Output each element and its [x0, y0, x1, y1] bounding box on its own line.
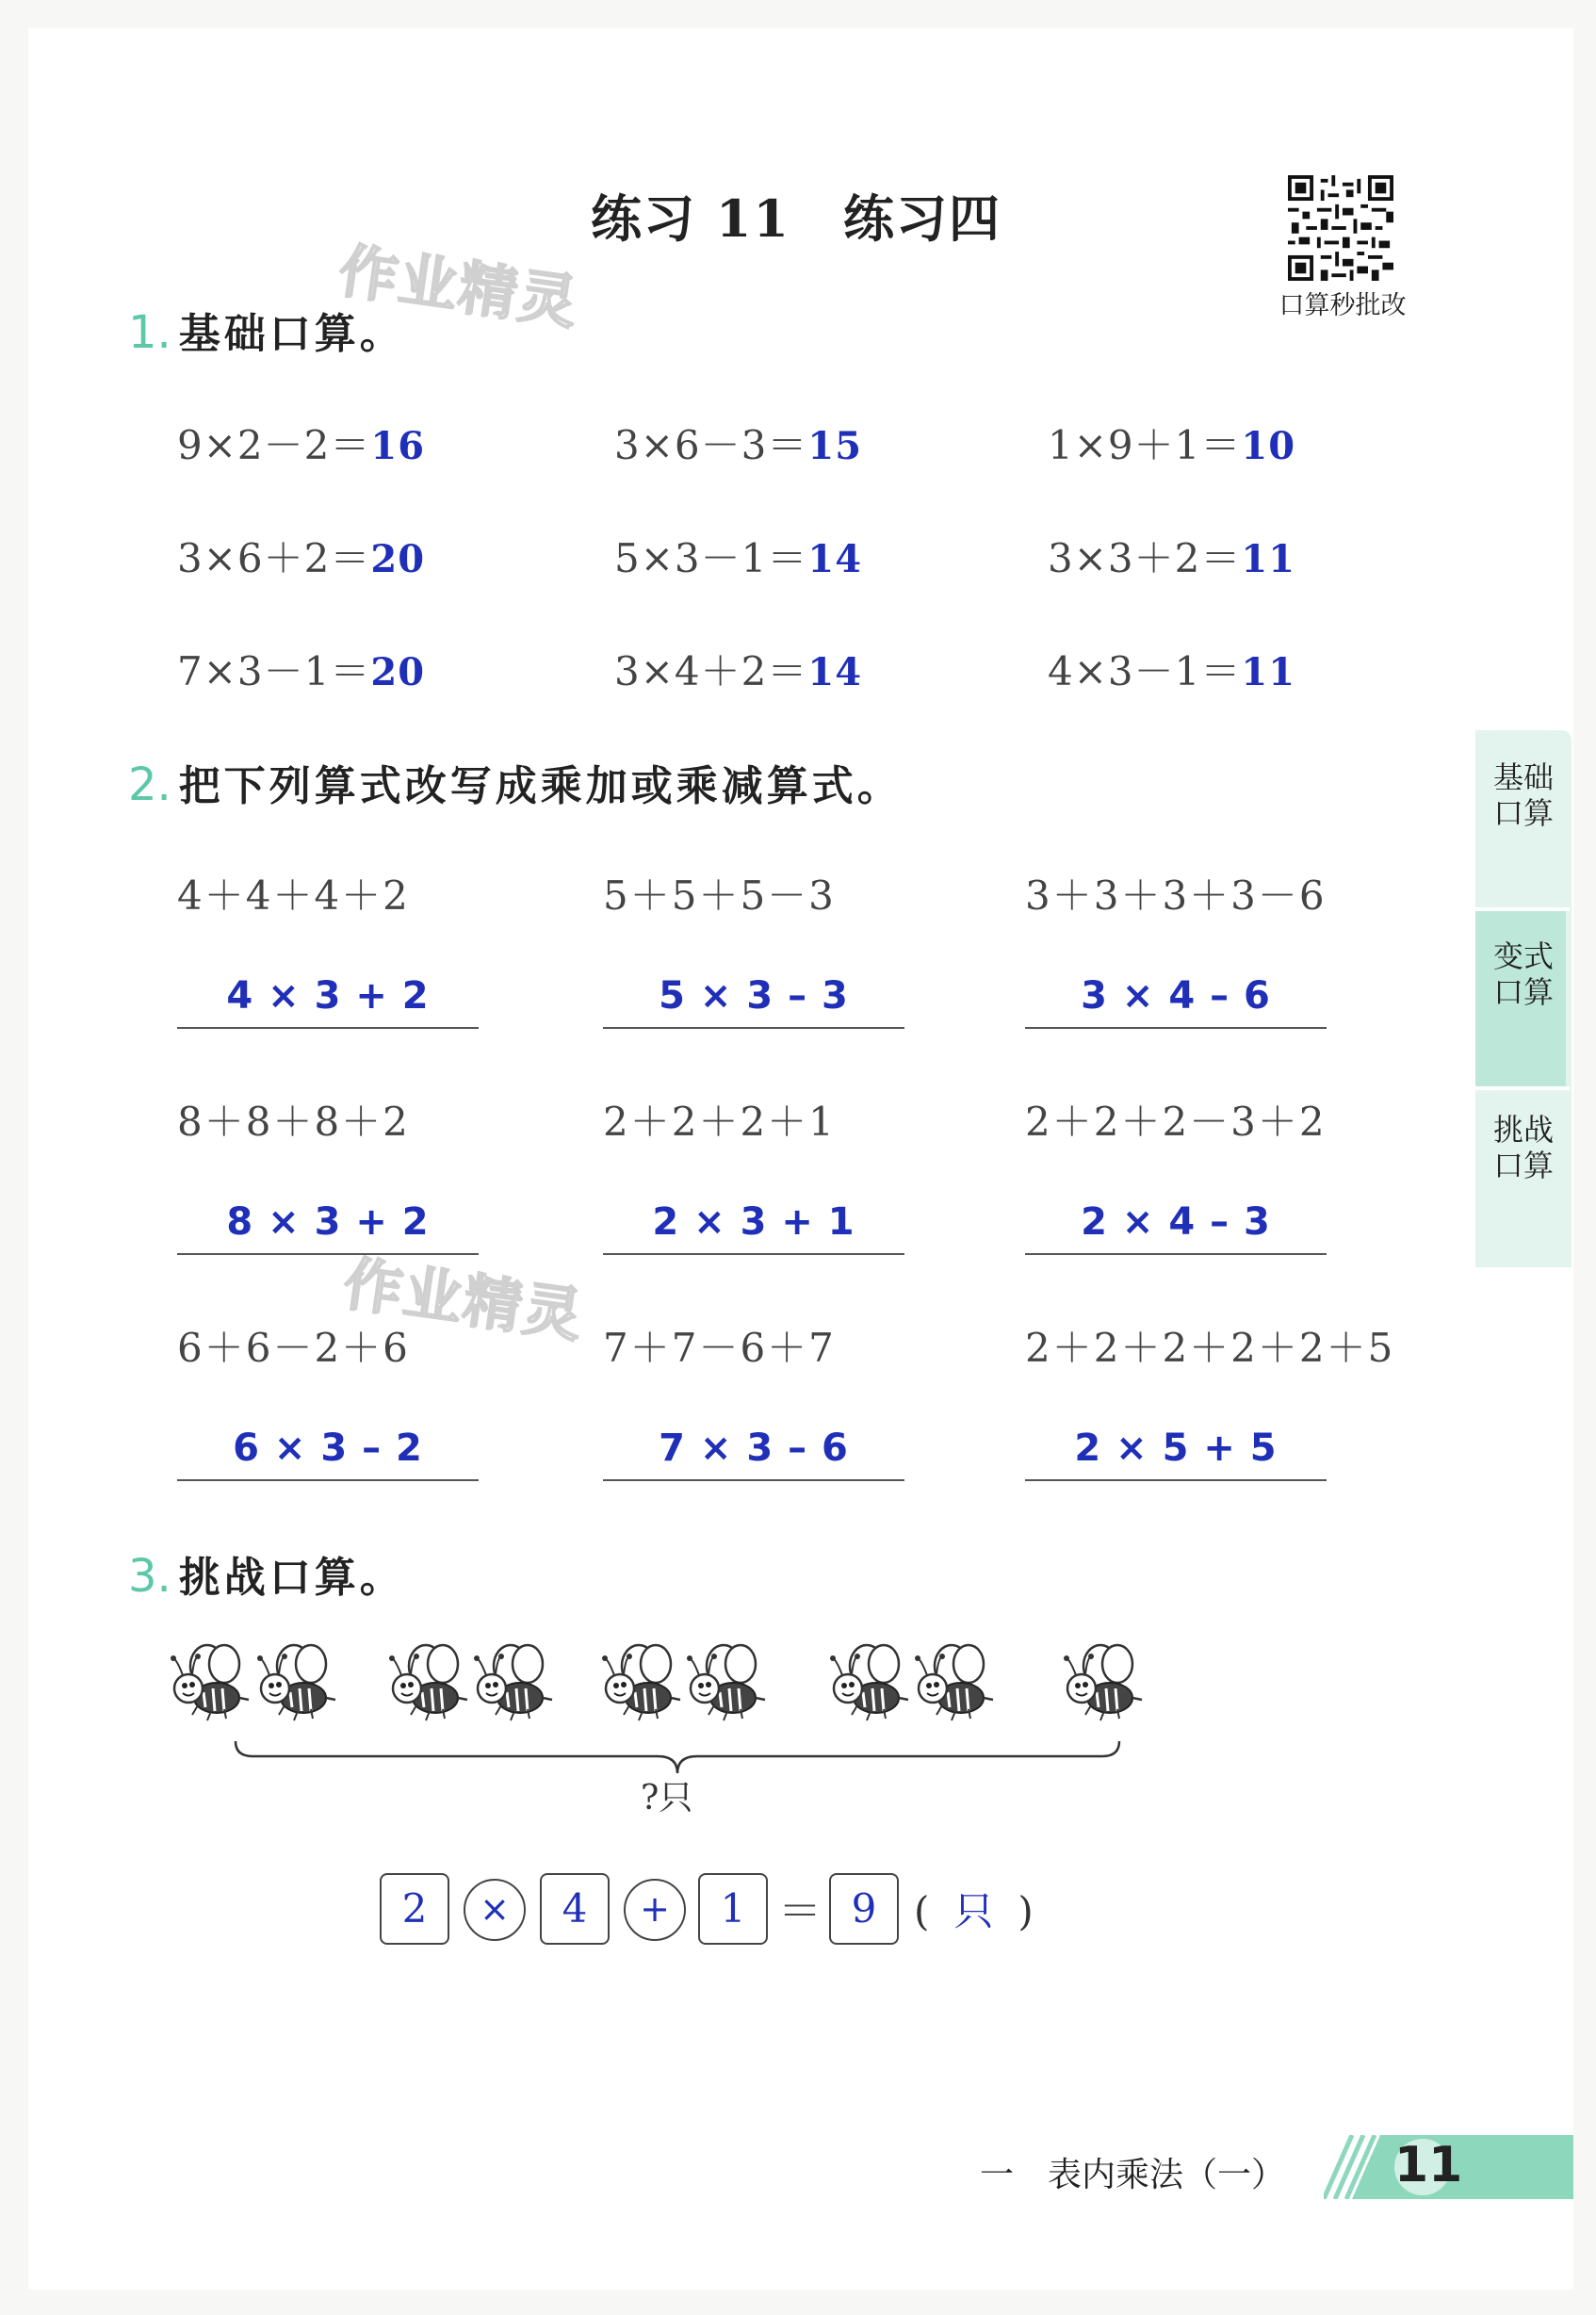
- bee-icon: [915, 1645, 993, 1720]
- addition-expression: 2＋2＋2－3＋2: [1025, 1099, 1327, 1145]
- answer: 11: [1241, 537, 1296, 581]
- answer: 16: [370, 424, 426, 468]
- section-3-heading: [128, 1543, 405, 1604]
- bee-icon: [257, 1645, 335, 1720]
- equals-sign: ＝: [778, 1885, 822, 1936]
- answer-line-value: 6 × 3 – 2: [233, 1426, 423, 1470]
- answer-box[interactable]: 9: [829, 1873, 899, 1945]
- addition-expression: 6＋6－2＋6: [177, 1325, 410, 1371]
- bee-icon: [389, 1645, 467, 1720]
- answer-box[interactable]: 2: [380, 1873, 449, 1945]
- addition-expression: 5＋5＋5－3: [603, 872, 836, 919]
- page-title: 练习 11 练习四: [591, 188, 1002, 249]
- qr-code-icon[interactable]: [1288, 175, 1393, 281]
- bee-icon: [830, 1645, 908, 1720]
- answer-box[interactable]: 4: [540, 1873, 610, 1945]
- equation: 3×3＋2＝11: [1048, 535, 1296, 581]
- equation: 3×4＋2＝14: [614, 648, 863, 694]
- answer-line-value: 5 × 3 – 3: [659, 974, 849, 1018]
- answer-line[interactable]: [603, 1027, 904, 1029]
- answer-line-value: 3 × 4 – 6: [1081, 974, 1271, 1018]
- section-2-number: 2.: [128, 758, 171, 811]
- section-1-number: 1.: [128, 306, 171, 359]
- answer-line[interactable]: [177, 1479, 479, 1481]
- addition-expression: 3＋3＋3＋3－6: [1025, 872, 1327, 919]
- section-2-label: 把下列算式改写成乘加或乘减算式。: [178, 762, 903, 810]
- answer-line[interactable]: [603, 1253, 904, 1255]
- answer-line[interactable]: [177, 1253, 479, 1255]
- bee-icon: [1064, 1645, 1142, 1720]
- operator-circle[interactable]: +: [624, 1879, 686, 1941]
- section-3-number: 3.: [128, 1550, 171, 1603]
- equation: 4×3－1＝11: [1048, 648, 1296, 694]
- unit-answer[interactable]: 只: [953, 1888, 994, 1934]
- bee-illustration: [170, 1639, 1187, 1743]
- answer-line-value: 2 × 5 + 5: [1074, 1426, 1278, 1470]
- addition-expression: 2＋2＋2＋1: [603, 1099, 836, 1145]
- bee-icon: [474, 1645, 552, 1720]
- equation: 9×2－2＝16: [177, 422, 426, 468]
- addition-expression: 4＋4＋4＋2: [177, 872, 410, 919]
- addition-expression: 2＋2＋2＋2＋2＋5: [1025, 1325, 1395, 1371]
- section-1-heading: [128, 300, 405, 360]
- chapter-label: 一 表内乘法（一）: [980, 2156, 1286, 2194]
- qr-label: 口算秒批改: [1278, 291, 1407, 320]
- answer-line[interactable]: [1025, 1027, 1327, 1029]
- page-number: 11: [1394, 2137, 1463, 2193]
- answer-line[interactable]: [1025, 1479, 1327, 1481]
- answer-line[interactable]: [1025, 1253, 1327, 1255]
- answer-line-value: 8 × 3 + 2: [226, 1200, 430, 1244]
- answer: 11: [1241, 650, 1296, 694]
- section-1-label: 基础口算。: [178, 310, 405, 358]
- answer-line-value: 2 × 3 + 1: [652, 1200, 855, 1244]
- equation: 3×6－3＝15: [614, 422, 863, 468]
- question-label: ?只: [641, 1779, 693, 1818]
- answer: 15: [807, 424, 863, 468]
- addition-expression: 8＋8＋8＋2: [177, 1099, 410, 1145]
- equation: 1×9＋1＝10: [1048, 422, 1296, 468]
- bee-icon: [171, 1645, 249, 1720]
- answer: 10: [1241, 424, 1296, 468]
- watermark: 作业精灵: [334, 236, 584, 338]
- answer: 14: [807, 537, 863, 581]
- answer: 14: [807, 650, 863, 694]
- section-3-label: 挑战口算。: [178, 1554, 405, 1602]
- tab-challenge[interactable]: 挑战口算: [1492, 1112, 1554, 1183]
- answer: 20: [370, 650, 426, 694]
- answer-box[interactable]: 1: [698, 1873, 768, 1945]
- equation: 3×6＋2＝20: [177, 535, 426, 581]
- equation: 5×3－1＝14: [614, 535, 863, 581]
- answer-line[interactable]: [177, 1027, 479, 1029]
- section-2-heading: [128, 752, 903, 812]
- answer: 20: [370, 537, 426, 581]
- answer-line[interactable]: [603, 1479, 904, 1481]
- answer-line-value: 4 × 3 + 2: [226, 974, 430, 1018]
- equation: 7×3－1＝20: [177, 648, 426, 694]
- tab-basic[interactable]: 基础口算: [1492, 759, 1554, 831]
- addition-expression: 7＋7－6＋7: [603, 1325, 836, 1371]
- watermark: 作业精灵: [339, 1248, 589, 1351]
- answer-line-value: 7 × 3 – 6: [659, 1426, 849, 1470]
- unit-label: ( 只 ): [914, 1888, 1034, 1934]
- operator-circle[interactable]: ×: [464, 1879, 526, 1941]
- bee-icon: [687, 1645, 765, 1720]
- bee-icon: [602, 1645, 680, 1720]
- tab-variant[interactable]: 变式口算: [1492, 938, 1554, 1010]
- answer-line-value: 2 × 4 – 3: [1081, 1200, 1271, 1244]
- workbook-page: [28, 28, 1573, 2290]
